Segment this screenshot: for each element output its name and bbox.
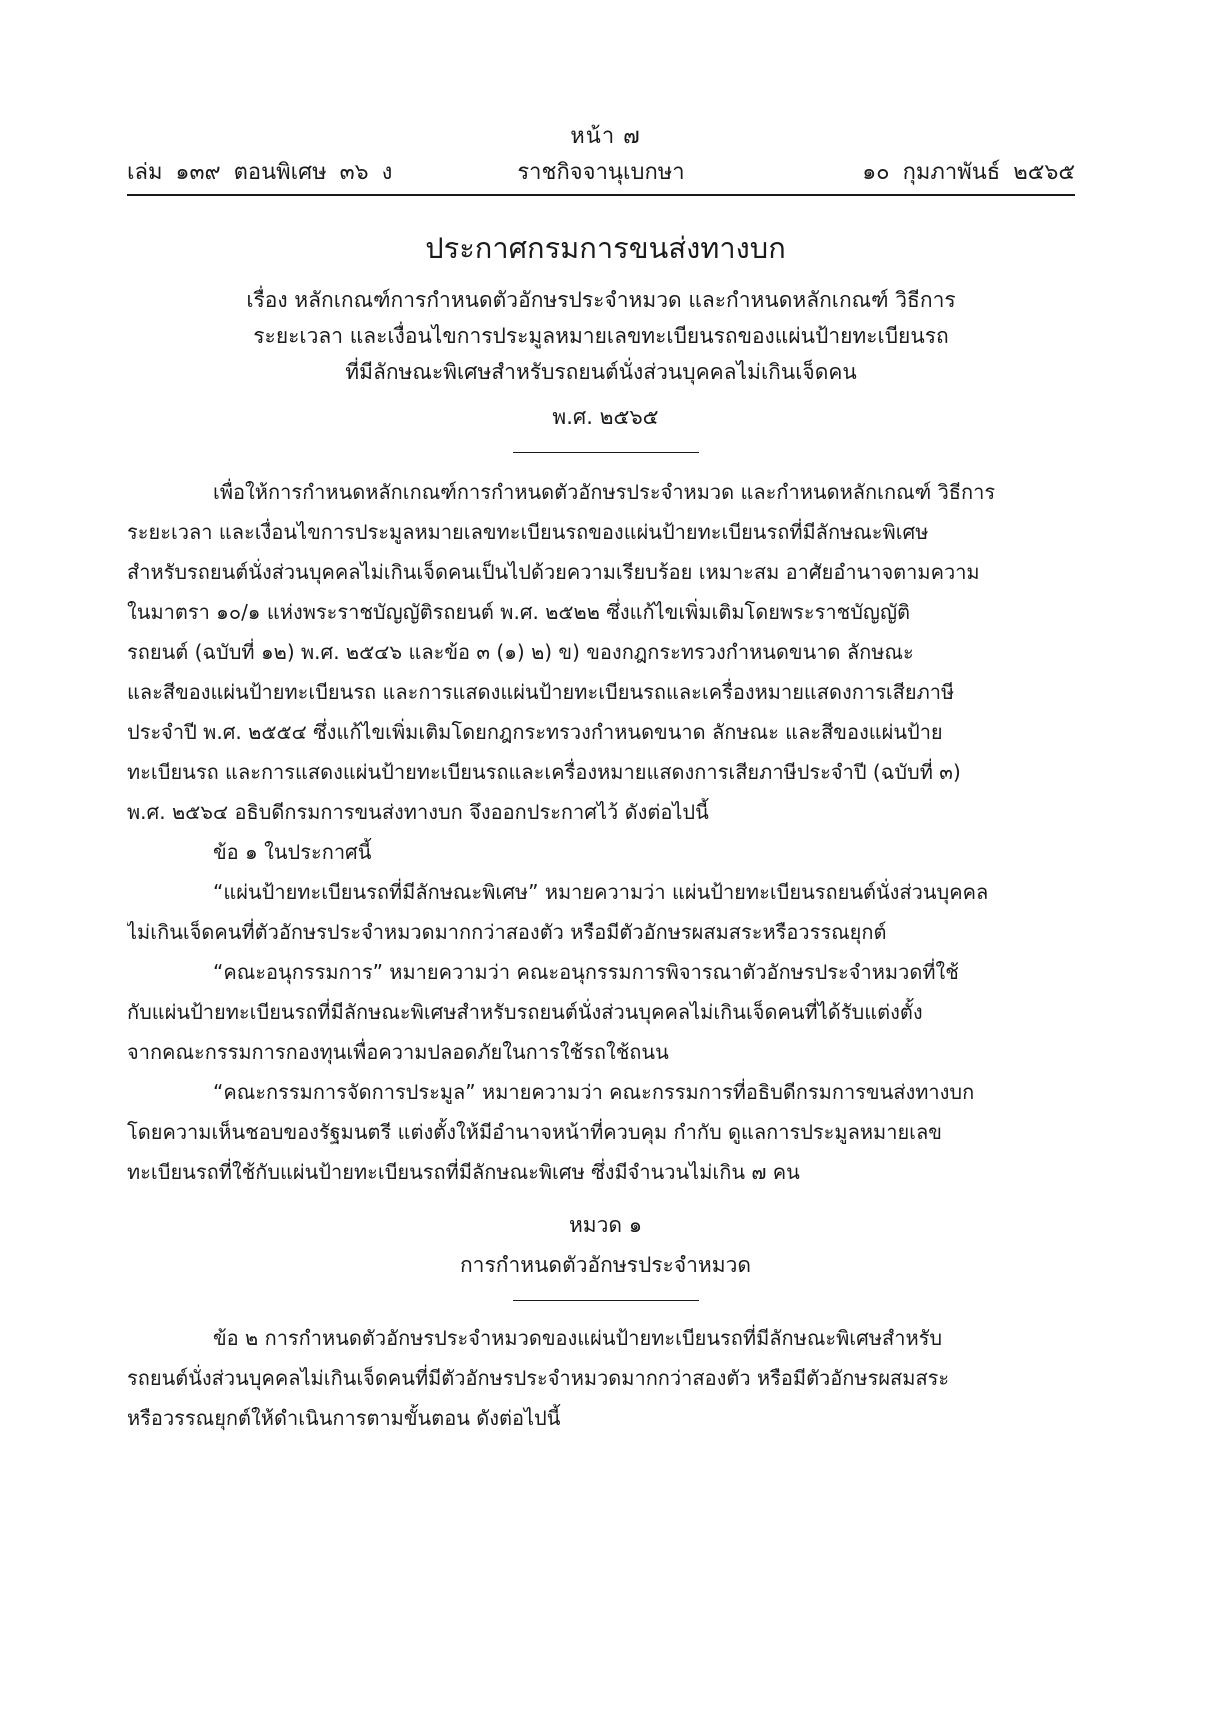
announcement-subject [127,282,1075,390]
body-section-1 [127,472,1075,1192]
subject-line: เรื่อง หลักเกณฑ์การกำหนดตัวอักษรประจำหมวด และกำหนดหลักเกณฑ์ วิธีการ [246,288,956,312]
announcement-year: พ.ศ. ๒๕๖๕ [552,405,659,429]
preamble-line: เพื่อให้การกำหนดหลักเกณฑ์การกำหนดตัวอักษรประจำหมวด และกำหนดหลักเกณฑ์ วิธีการ [213,480,996,504]
definition-line: จากคณะกรรมการกองทุนเพื่อความปลอดภัยในการใช้รถใช้ถนน [127,1040,669,1064]
clause-1-heading: ข้อ ๑ ในประกาศนี้ [213,840,372,864]
preamble-line: รถยนต์ (ฉบับที่ ๑๒) พ.ศ. ๒๕๔๖ และข้อ ๓ (๑) ๒) ข) ของกฎกระทรวงกำหนดขนาด ลักษณะ [127,640,914,664]
clause-2-line: หรือวรรณยุกต์ให้ดำเนินการตามขั้นตอน ดังต่อไปนี้ [127,1406,561,1430]
header-volume-issue: เล่ม ๑๓๙ ตอนพิเศษ ๓๖ ง [127,160,393,185]
title-divider [513,452,699,453]
announcement-title: ประกาศกรมการขนส่งทางบก [425,231,786,265]
definition-line: “คณะกรรมการจัดการประมูล” หมายความว่า คณะกรรมการที่อธิบดีกรมการขนส่งทางบก [213,1080,975,1104]
definition-line: “แผ่นป้ายทะเบียนรถที่มีลักษณะพิเศษ” หมายความว่า แผ่นป้ายทะเบียนรถยนต์นั่งส่วนบุคคล [213,880,989,904]
preamble-line: พ.ศ. ๒๕๖๔ อธิบดีกรมการขนส่งทางบก จึงออกประกาศไว้ ดังต่อไปนี้ [127,800,709,824]
clause-2-line: ข้อ ๒ การกำหนดตัวอักษรประจำหมวดของแผ่นป้ายทะเบียนรถที่มีลักษณะพิเศษสำหรับ [213,1326,943,1350]
preamble-line: ประจำปี พ.ศ. ๒๕๕๔ ซึ่งแก้ไขเพิ่มเติมโดยกฎกระทรวงกำหนดขนาด ลักษณะ และสีของแผ่นป้าย [127,720,943,744]
header-date: ๑๐ กุมภาพันธ์ ๒๕๖๕ [862,160,1075,185]
preamble-line: สำหรับรถยนต์นั่งส่วนบุคคลไม่เกินเจ็ดคนเป็นไปด้วยความเรียบร้อย เหมาะสม อาศัยอำนาจตามความ [127,560,980,584]
chapter-divider [513,1300,699,1301]
running-header [127,158,1075,190]
header-rule [127,194,1075,196]
chapter-title: การกำหนดตัวอักษรประจำหมวด [459,1253,752,1277]
preamble-line: ทะเบียนรถ และการแสดงแผ่นป้ายทะเบียนรถและเครื่องหมายแสดงการเสียภาษีประจำปี (ฉบับที่ ๓) [127,760,961,784]
definition-line: กับแผ่นป้ายทะเบียนรถที่มีลักษณะพิเศษสำหรับรถยนต์นั่งส่วนบุคคลไม่เกินเจ็ดคนที่ได้รับแต่งตั้ง [127,1000,923,1024]
definition-line: ทะเบียนรถที่ใช้กับแผ่นป้ายทะเบียนรถที่มีลักษณะพิเศษ ซึ่งมีจำนวนไม่เกิน ๗ คน [127,1160,800,1184]
subject-line: ที่มีลักษณะพิเศษสำหรับรถยนต์นั่งส่วนบุคคลไม่เกินเจ็ดคน [345,360,857,384]
preamble-line: ในมาตรา ๑๐/๑ แห่งพระราชบัญญัติรถยนต์ พ.ศ. ๒๕๒๒ ซึ่งแก้ไขเพิ่มเติมโดยพระราชบัญญัติ [127,600,910,624]
definition-line: “คณะอนุกรรมการ” หมายความว่า คณะอนุกรรมการพิจารณาตัวอักษรประจำหมวดที่ใช้ [213,960,959,984]
page-number: หน้า ๗ [570,124,641,149]
body-section-2 [127,1318,1075,1438]
clause-2-line: รถยนต์นั่งส่วนบุคคลไม่เกินเจ็ดคนที่มีตัวอักษรประจำหมวดมากกว่าสองตัว หรือมีตัวอักษรผสมสระ [127,1366,950,1390]
chapter-number: หมวด ๑ [568,1213,643,1237]
definition-line: ไม่เกินเจ็ดคนที่ตัวอักษรประจำหมวดมากกว่าสองตัว หรือมีตัวอักษรผสมสระหรือวรรณยุกต์ [127,920,887,944]
preamble-line: ระยะเวลา และเงื่อนไขการประมูลหมายเลขทะเบียนรถของแผ่นป้ายทะเบียนรถที่มีลักษณะพิเศษ [127,520,929,544]
definition-line: โดยความเห็นชอบของรัฐมนตรี แต่งตั้งให้มีอำนาจหน้าที่ควบคุม กำกับ ดูแลการประมูลหมายเลข [127,1120,942,1144]
header-gazette-name: ราชกิจจานุเบกษา [517,160,685,185]
subject-line: ระยะเวลา และเงื่อนไขการประมูลหมายเลขทะเบียนรถของแผ่นป้ายทะเบียนรถ [253,324,949,348]
preamble-line: และสีของแผ่นป้ายทะเบียนรถ และการแสดงแผ่นป้ายทะเบียนรถและเครื่องหมายแสดงการเสียภาษี [127,680,955,704]
